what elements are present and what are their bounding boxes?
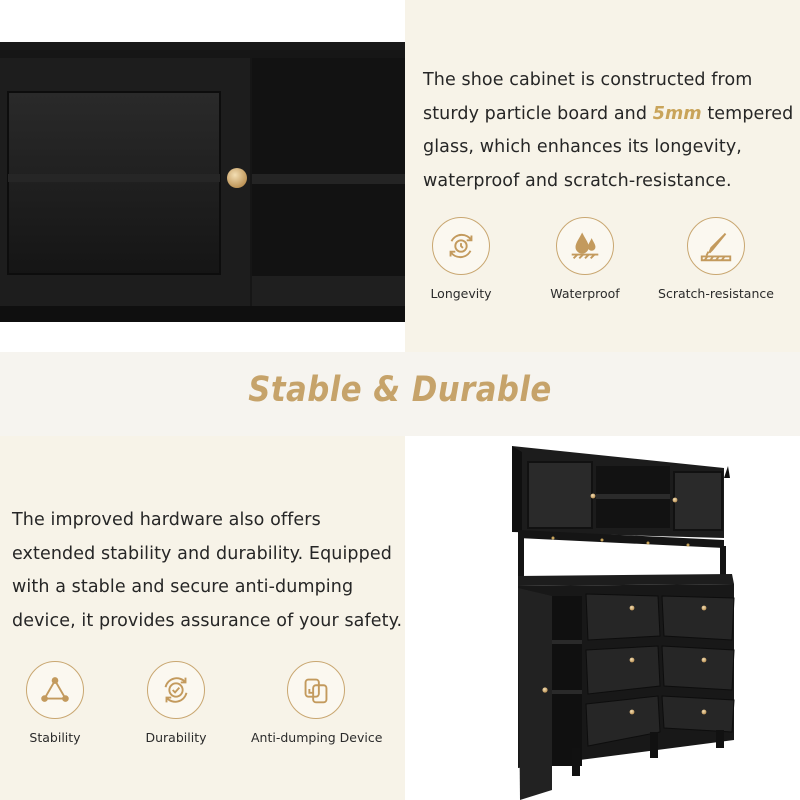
anti-dumping-label: Anti-dumping Device xyxy=(251,730,383,745)
feature-durability xyxy=(111,661,241,745)
feature-waterproof xyxy=(520,217,650,301)
materials-description xyxy=(423,64,798,198)
cabinet-closeup-illustration xyxy=(0,0,405,352)
longevity-label: Longevity xyxy=(430,286,492,301)
scratch-resistance-label: Scratch-resistance xyxy=(658,286,774,301)
materials-text-part1: The shoe cabinet is constructed from sturdy particle board and xyxy=(423,70,753,124)
waterproof-label: Waterproof xyxy=(550,286,620,301)
anti-dumping-icon xyxy=(287,661,345,719)
feature-scratch-resistance xyxy=(651,217,781,301)
brass-knob xyxy=(227,168,247,188)
scratch-resistance-icon xyxy=(687,217,745,275)
stability-description: The improved hardware also offers extended stability and durability. Equipped with a stable and secure anti-dumping device, it provides assurance of your safety. xyxy=(12,510,403,631)
stability-icon xyxy=(26,661,84,719)
durability-icon xyxy=(147,661,205,719)
waterproof-icon xyxy=(556,217,614,275)
feature-longevity xyxy=(396,217,526,301)
longevity-icon xyxy=(432,217,490,275)
section-banner xyxy=(0,352,800,436)
cabinet-closeup-photo xyxy=(0,0,405,352)
glass-thickness-highlight: 5mm xyxy=(652,103,702,124)
cabinet-illustration xyxy=(405,436,800,800)
full-cabinet-photo xyxy=(405,436,800,800)
feature-stability xyxy=(0,661,120,745)
feature-anti-dumping xyxy=(251,661,381,745)
banner-title: Stable & Durable xyxy=(248,370,552,410)
materials-text-part2: tempered glass, which enhances its longevity, waterproof and scratch-resistance. xyxy=(423,103,794,191)
stability-label: Stability xyxy=(29,730,81,745)
durability-label: Durability xyxy=(145,730,207,745)
